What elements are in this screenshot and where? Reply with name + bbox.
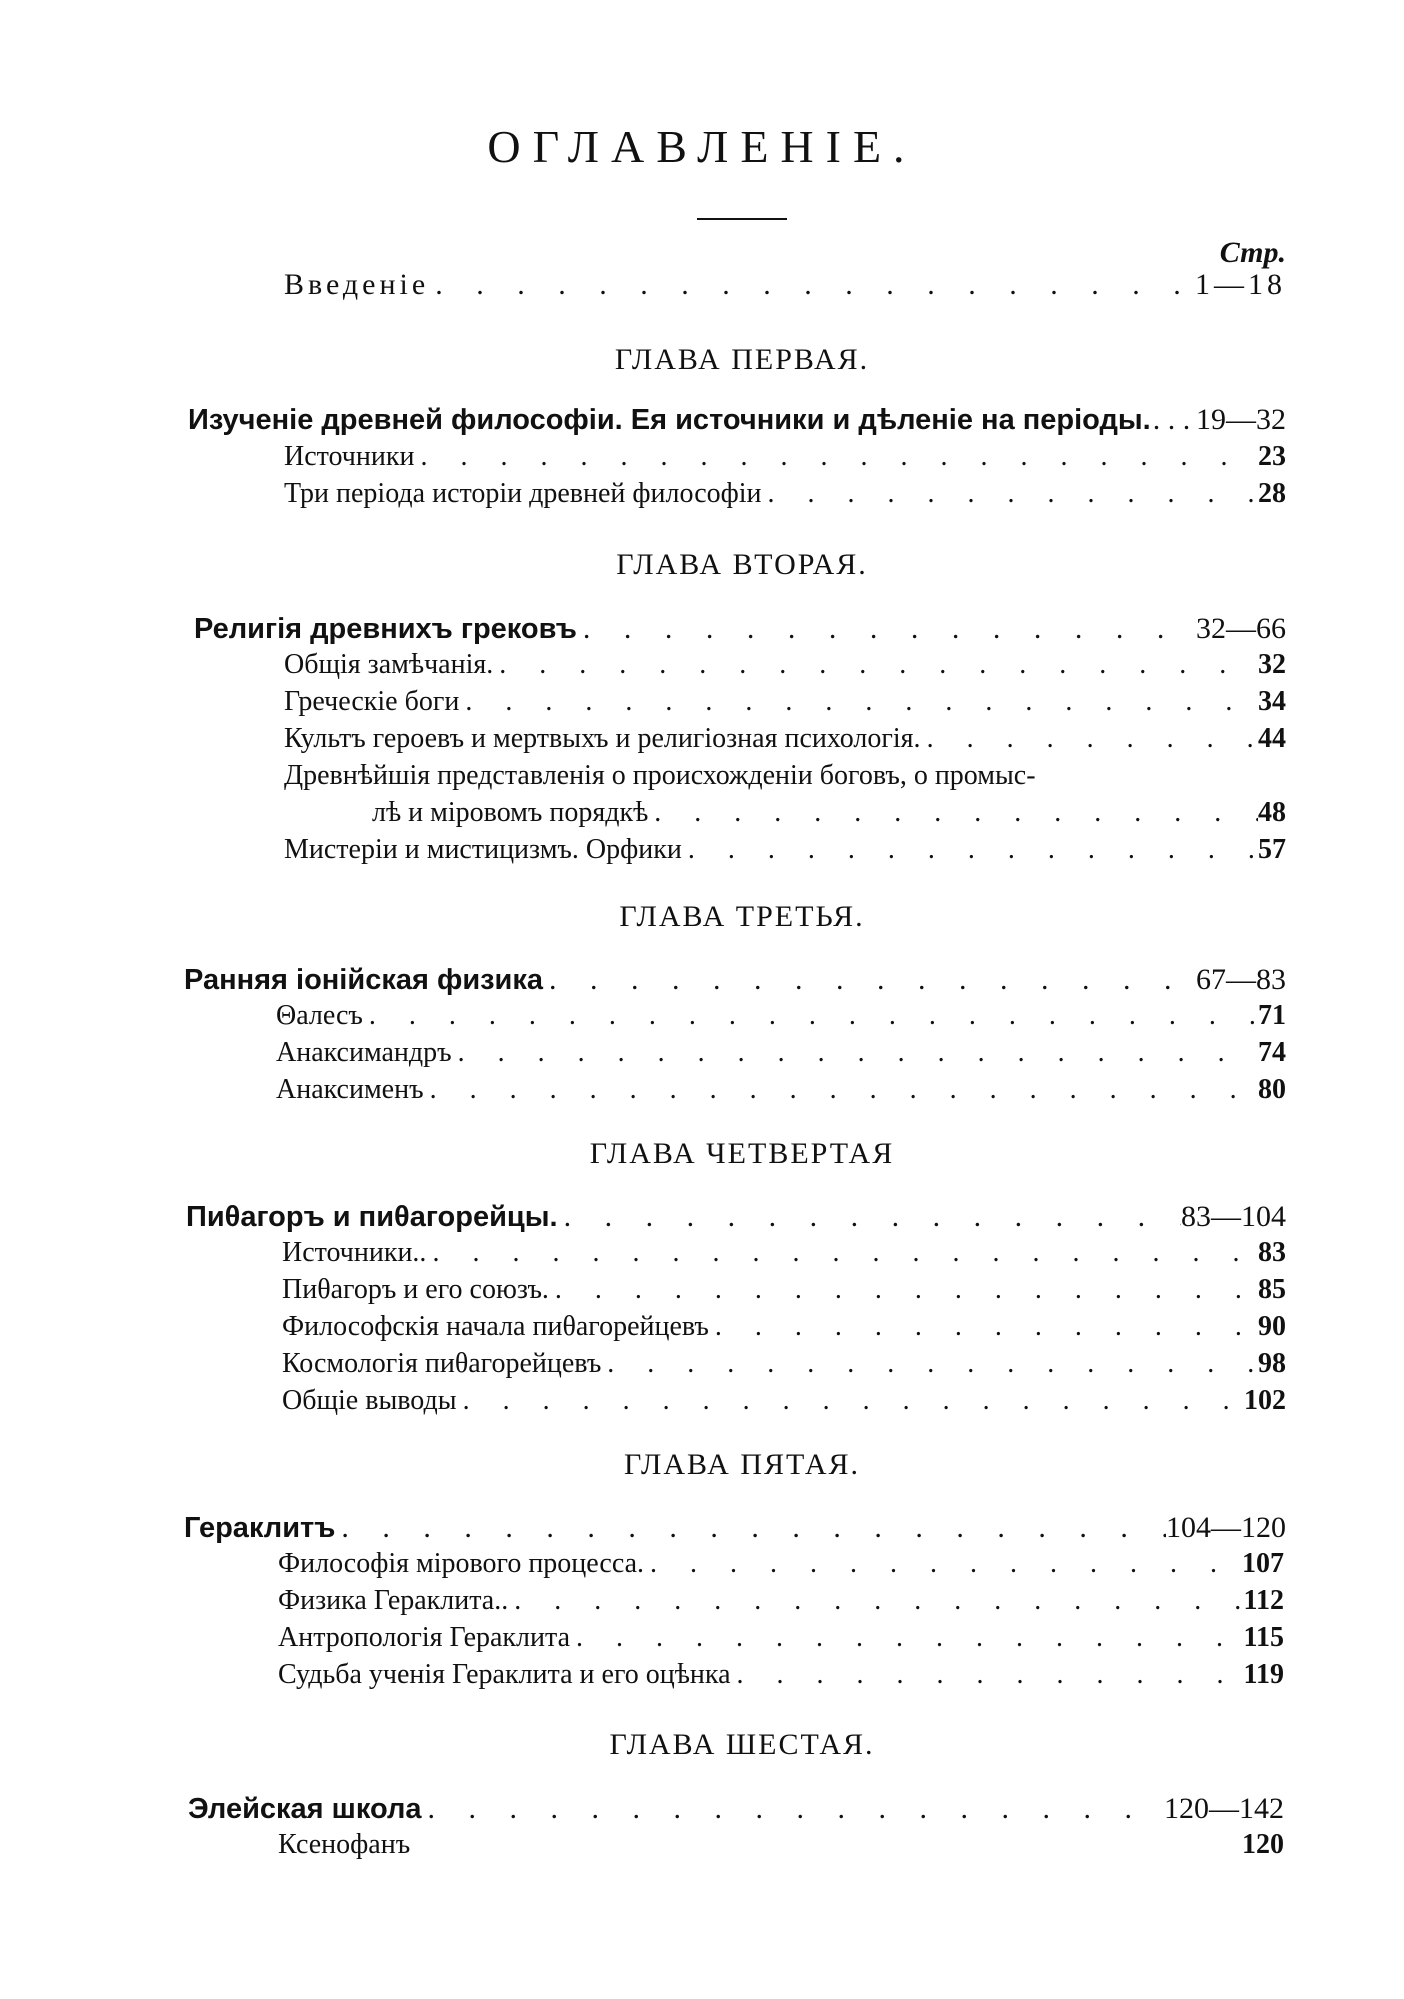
- toc-entry-pages: 83: [1258, 1237, 1286, 1268]
- chapter-heading: ГЛАВА ПЯТАЯ.: [623, 1448, 861, 1481]
- toc-entry-title: Введеніе: [284, 268, 430, 301]
- toc-subentry: [282, 1237, 1286, 1269]
- toc-entry-title: Ксенофанъ: [278, 1829, 411, 1860]
- leader-dots: [543, 963, 1196, 997]
- toc-entry-pages: 83—104: [1181, 1200, 1286, 1233]
- toc-entry-pages: 32: [1258, 649, 1286, 680]
- toc-entry-title: Анаксименъ: [276, 1074, 424, 1105]
- leader-dots: [493, 649, 1258, 681]
- toc-entry-title: Θалесъ: [276, 1000, 363, 1031]
- toc-subentry: [278, 1829, 1284, 1861]
- toc-entry-pages: 102: [1244, 1385, 1286, 1416]
- toc-entry-pages: 119: [1243, 1659, 1284, 1690]
- toc-entry-title: Греческіе боги: [284, 686, 460, 717]
- toc-subentry: [276, 1000, 1286, 1032]
- toc-entry-title: Религія древнихъ грековъ: [194, 613, 577, 645]
- toc-entry-pages: 90: [1258, 1311, 1286, 1342]
- toc-entry-title: Гераклитъ: [184, 1512, 336, 1544]
- toc-entry-title: Элейская школа: [188, 1793, 422, 1825]
- toc-subentry: [284, 723, 1286, 755]
- toc-subentry: [278, 1659, 1284, 1691]
- toc-subentry: [278, 1585, 1284, 1617]
- toc-subentry-first-line: Древнѣйшія представленія о происхожденіи боговъ, о промыс-: [284, 760, 1036, 791]
- leader-dots: [508, 1585, 1243, 1617]
- toc-entry-pages: 107: [1242, 1548, 1284, 1579]
- toc-entry-pages: 104—120: [1166, 1511, 1286, 1544]
- toc-subentry: [276, 1037, 1286, 1069]
- toc-entry-pages: 28: [1258, 478, 1286, 509]
- toc-entry-pages: 32—66: [1196, 612, 1286, 645]
- toc-entry-title: Три періода исторіи древней философіи: [284, 478, 762, 509]
- toc-entry-pages: 98: [1258, 1348, 1286, 1379]
- leader-dots: [459, 686, 1258, 718]
- toc-subentry: [282, 1385, 1286, 1417]
- leader-dots: [682, 834, 1258, 866]
- toc-entry-title: Изученіе древней философіи. Ея источники и дѣленіе на періоды.: [188, 404, 1151, 436]
- toc-subentry: [282, 1311, 1286, 1343]
- chapter-heading: ГЛАВА ПЕРВАЯ.: [614, 343, 870, 376]
- leader-dots: [731, 1659, 1244, 1691]
- toc-subentry: [282, 1348, 1286, 1380]
- toc-subentry: [278, 1622, 1284, 1654]
- toc-entry-pages: 120: [1242, 1829, 1284, 1860]
- toc-subentry: [284, 686, 1286, 718]
- toc-entry-title: Анаксимандръ: [276, 1037, 452, 1068]
- leader-dots: [577, 612, 1196, 646]
- page-column-label: Стр.: [1219, 236, 1286, 269]
- toc-entry-title: Пиθагоръ и пиθагорейцы.: [186, 1201, 558, 1233]
- leader-dots: [601, 1348, 1258, 1380]
- leader-dots: [422, 1792, 1164, 1826]
- toc-chapter-main: [188, 1792, 1284, 1826]
- chapter-heading: ГЛАВА ШЕСТАЯ.: [609, 1728, 875, 1761]
- leader-dots: [644, 1548, 1242, 1580]
- toc-entry-title: лѣ и міровомъ порядкѣ: [372, 797, 649, 828]
- toc-entry-pages: 71: [1258, 1000, 1286, 1031]
- leader-dots: [414, 441, 1258, 473]
- toc-entry-title: Источники: [284, 441, 415, 472]
- toc-chapter-main: [184, 1511, 1286, 1545]
- toc-entry-title: Философскія начала пиθагорейцевъ: [282, 1311, 709, 1342]
- toc-chapter-main: [186, 1200, 1286, 1234]
- toc-entry-title: Философія мірового процесса.: [278, 1548, 645, 1579]
- toc-entry-pages: 48: [1258, 797, 1286, 828]
- toc-entry-title: Пиθагоръ и его союзъ.: [282, 1274, 549, 1305]
- toc-entry-title: Физика Гераклита..: [278, 1585, 509, 1616]
- toc-entry-title: Ранняя іонійская физика: [184, 964, 544, 996]
- toc-chapter-main: [184, 963, 1286, 997]
- leader-dots: [426, 1237, 1258, 1269]
- chapter-heading: ГЛАВА ВТОРАЯ.: [616, 548, 868, 581]
- title-rule: [697, 218, 787, 220]
- chapter-heading: ГЛАВА ТРЕТЬЯ.: [619, 900, 865, 933]
- leader-dots: [549, 1274, 1258, 1306]
- leader-dots: [1151, 403, 1196, 437]
- leader-dots: [762, 478, 1258, 510]
- toc-subentry: [282, 1274, 1286, 1306]
- toc-entry-pages: 1—18: [1195, 268, 1286, 301]
- leader-dots: [457, 1385, 1244, 1417]
- toc-subentry: [284, 649, 1286, 681]
- leader-dots: [709, 1311, 1258, 1343]
- toc-subentry: [284, 478, 1286, 510]
- leader-dots: [648, 797, 1258, 829]
- toc-entry-pages: 115: [1243, 1622, 1284, 1653]
- toc-entry-pages: 120—142: [1164, 1792, 1284, 1825]
- leader-dots: [363, 1000, 1258, 1032]
- chapter-heading: ГЛАВА ЧЕТВЕРТАЯ: [589, 1137, 895, 1170]
- toc-chapter-main: [194, 612, 1286, 646]
- toc-chapter-main: [188, 403, 1286, 437]
- toc-entry-title: Общія замѣчанія.: [284, 649, 494, 680]
- toc-entry-title: Антропологія Гераклита: [278, 1622, 570, 1653]
- toc-entry-pages: 34: [1258, 686, 1286, 717]
- toc-subentry: [284, 441, 1286, 473]
- toc-subentry-continuation: [372, 797, 1286, 829]
- toc-entry-title: Общіе выводы: [282, 1385, 457, 1416]
- toc-entry-pages: 23: [1258, 441, 1286, 472]
- toc-subentry: [278, 1548, 1284, 1580]
- toc-subentry: [284, 834, 1286, 866]
- toc-entry-title: Мистеріи и мистицизмъ. Орфики: [284, 834, 682, 865]
- leader-dots: [921, 723, 1258, 755]
- toc-entry-pages: 67—83: [1196, 963, 1286, 996]
- toc-entry-title: Судьба ученія Гераклита и его оцѣнка: [278, 1659, 731, 1690]
- toc-entry-pages: 85: [1258, 1274, 1286, 1305]
- toc-entry-pages: 44: [1258, 723, 1286, 754]
- leader-dots: [424, 1074, 1258, 1106]
- leader-dots: [570, 1622, 1244, 1654]
- toc-subentry: [276, 1074, 1286, 1106]
- page-title: ОГЛАВЛЕНІЕ.: [487, 121, 917, 172]
- toc-entry-title: Космологія пиθагорейцевъ: [282, 1348, 602, 1379]
- toc-entry-title: Культъ героевъ и мертвыхъ и религіозная психологія.: [284, 723, 921, 754]
- toc-entry-pages: 74: [1258, 1037, 1286, 1068]
- toc-entry-title: Источники..: [282, 1237, 427, 1268]
- toc-entry-pages: 80: [1258, 1074, 1286, 1105]
- toc-entry-pages: 19—32: [1196, 403, 1286, 436]
- leader-dots: [452, 1037, 1258, 1069]
- leader-dots: [429, 268, 1195, 302]
- leader-dots: [558, 1200, 1181, 1234]
- leader-dots: [335, 1511, 1166, 1545]
- toc-entry-pages: 57: [1258, 834, 1286, 865]
- toc-entry-pages: 112: [1243, 1585, 1284, 1616]
- toc-entry-intro: [284, 268, 1286, 302]
